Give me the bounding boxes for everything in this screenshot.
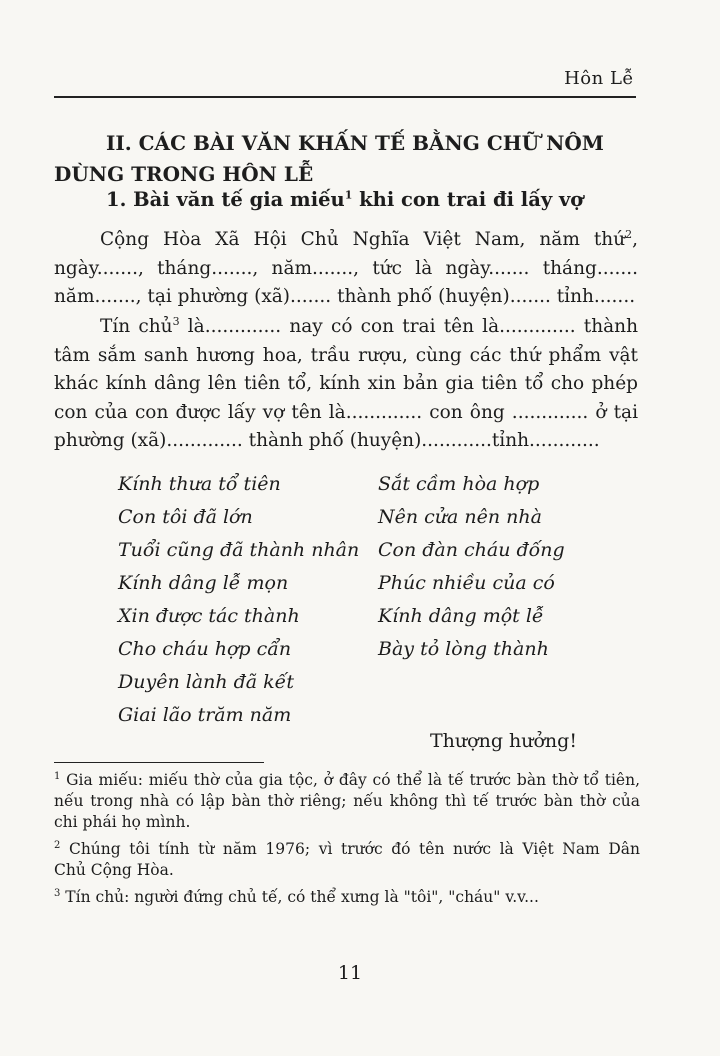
paragraph-petition-line-2: tâm sắm sanh hương hoa, trầu rượu, cùng các thứ phẩm vật: [54, 344, 638, 366]
paragraph-date-line-2: ngày......., tháng......., năm......., tức là ngày....... tháng.......: [54, 257, 638, 279]
paragraph-date: [54, 226, 638, 312]
running-header: Hôn Lễ: [564, 68, 634, 89]
paragraph-petition-line-1: [54, 313, 638, 342]
paragraph-date-comma: ,: [632, 229, 638, 250]
poem-verse: Cho cháu hợp cẩn: [118, 638, 292, 660]
footnote-2-text: Chúng tôi tính từ năm 1976; vì trước đó tên nước là Việt Nam Dân: [60, 840, 640, 858]
footnote-3-line-1: [54, 887, 640, 908]
page-number: 11: [337, 962, 363, 984]
footnotes: [54, 770, 640, 914]
footnote-1-line-2: nếu trong nhà có lập bàn thờ riêng; nếu không thì tế trước bàn thờ của: [54, 792, 640, 810]
paragraph-petition-rest: là............. nay có con trai tên là............. thành: [179, 316, 638, 337]
poem-verse: Bày tỏ lòng thành: [378, 638, 549, 660]
paragraph-petition-lead: Tín chủ: [100, 316, 173, 337]
poem-verse: Con tôi đã lớn: [118, 506, 253, 528]
footnote-1-line-1: [54, 770, 640, 791]
paragraph-date-line-1: [54, 226, 638, 255]
poem-verse: Duyên lành đã kết: [118, 671, 295, 693]
footnote-1-text: Gia miếu: miếu thờ của gia tộc, ở đây có thể là tế trước bàn thờ tổ tiên,: [60, 771, 640, 789]
footnote-ref-3: 3: [172, 314, 180, 328]
footnote-2: [54, 839, 640, 881]
poem-verse: Tuổi cũng đã thành nhân: [118, 539, 360, 561]
poem-verse: Sắt cầm hòa hợp: [378, 473, 540, 495]
paragraph-petition-line-4: con của con được lấy vợ tên là............. con ông ............. ở tại: [54, 401, 638, 423]
paragraph-date-text: Cộng Hòa Xã Hội Chủ Nghĩa Việt Nam, năm thứ: [100, 229, 626, 250]
footnote-ref-1: 1: [344, 188, 353, 202]
footnote-2-line-2: Chủ Cộng Hòa.: [54, 861, 174, 879]
paragraph-petition-line-5: phường (xã)............. thành phố (huyện)............tỉnh............: [54, 430, 600, 451]
closing-phrase: Thượng hưởng!: [430, 730, 577, 752]
poem-verse: Nên cửa nên nhà: [378, 506, 542, 528]
poem-verse: Kính dâng một lễ: [378, 605, 544, 627]
poem-left-column: [118, 468, 359, 732]
section-heading: [54, 128, 644, 190]
paragraph-petition-line-3: khác kính dâng lên tiên tổ, kính xin bản gia tiên tổ cho phép: [54, 373, 638, 394]
footnote-1: [54, 770, 640, 833]
subheading-text: 1. Bài văn tế gia miếu: [106, 188, 345, 211]
footnote-2-line-1: [54, 839, 640, 860]
footnote-3-text: Tín chủ: người đứng chủ tế, có thể xưng là "tôi", "cháu" v.v...: [60, 888, 539, 906]
footnote-marker: 2: [54, 839, 61, 851]
footnote-marker: 3: [54, 887, 61, 899]
poem-verse: Xin được tác thành: [118, 605, 300, 627]
paragraph-petition: [54, 313, 638, 456]
poem-verse: Con đàn cháu đống: [378, 539, 565, 561]
subheading-rest: khi con trai đi lấy vợ: [352, 188, 584, 211]
poem-right-column: [378, 468, 565, 666]
footnote-marker: 1: [54, 770, 61, 782]
poem-verse: Phúc nhiều của có: [378, 572, 555, 594]
header-rule: [54, 96, 636, 98]
section-heading-line-2: DÙNG TRONG HÔN LỄ: [54, 162, 314, 186]
section-heading-line-1: II. CÁC BÀI VĂN KHẤN TẾ BẰNG CHỮ NÔM: [106, 131, 604, 155]
paragraph-date-line-3: năm......., tại phường (xã)....... thành phố (huyện)....... tỉnh.......: [54, 286, 636, 307]
poem-verse: Kính thưa tổ tiên: [118, 473, 281, 495]
poem-verse: Kính dâng lễ mọn: [118, 572, 289, 594]
poem-verse: Giai lão trăm năm: [118, 704, 292, 726]
footnote-3: [54, 887, 640, 908]
subheading: [106, 188, 583, 211]
footnote-rule: [54, 762, 264, 763]
footnote-ref-2: 2: [625, 227, 633, 241]
footnote-1-line-3: chi phái họ mình.: [54, 813, 191, 831]
